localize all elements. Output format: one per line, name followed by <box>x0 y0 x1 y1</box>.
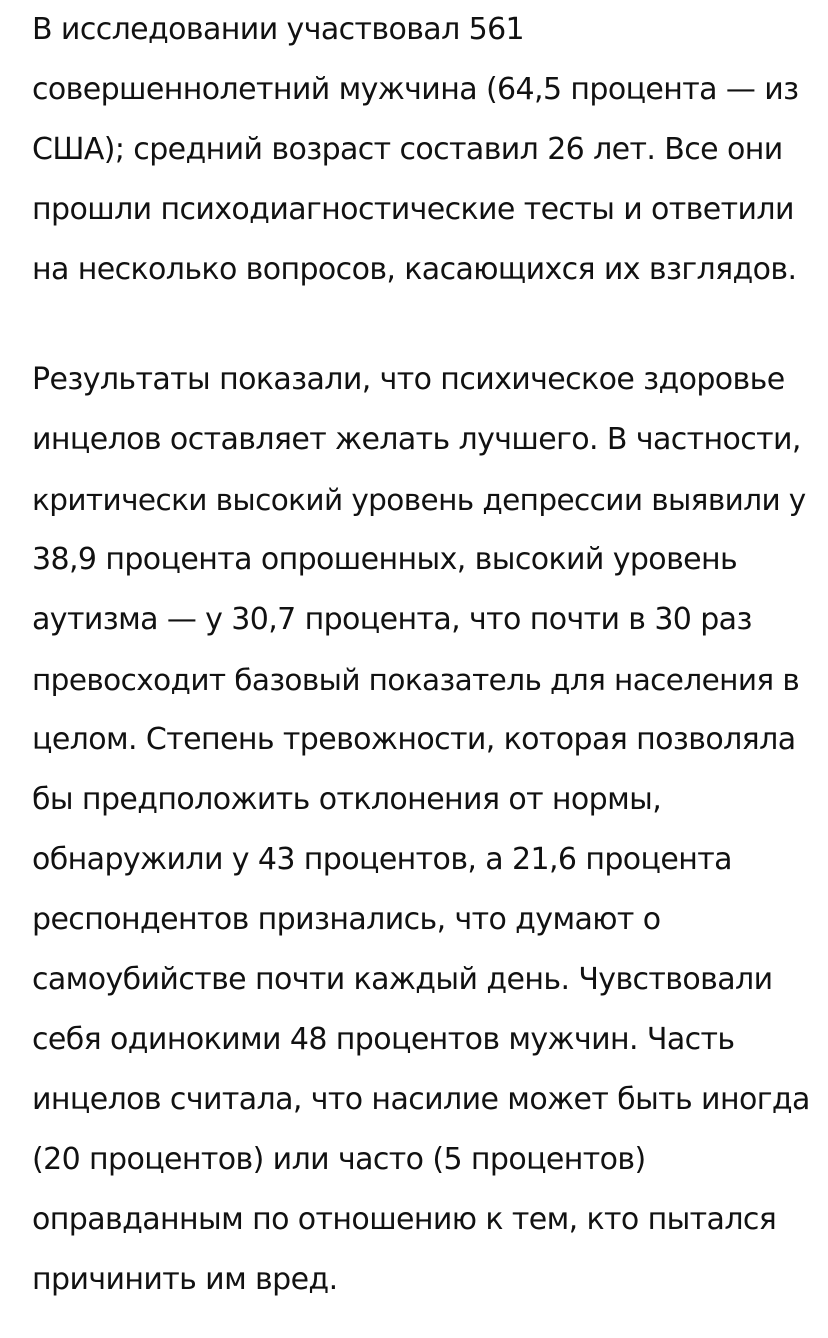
text-line: В исследовании участвовал 561 <box>32 12 525 47</box>
text-line: бы предположить отклонения от нормы, <box>32 782 662 817</box>
text-line: инцелов считала, что насилие может быть иногда <box>32 1082 810 1117</box>
text-line: обнаружили у 43 процентов, а 21,6 процента <box>32 842 732 877</box>
text-line: инцелов оставляет желать лучшего. В частности, <box>32 422 801 457</box>
text-line: совершеннолетний мужчина (64,5 процента — из <box>32 72 799 107</box>
text-line: аутизма — у 30,7 процента, что почти в 30 раз <box>32 602 752 637</box>
paragraph-1 <box>32 0 812 300</box>
article-body <box>32 0 812 1310</box>
text-line: 38,9 процента опрошенных, высокий уровень <box>32 542 738 577</box>
text-line: оправданным по отношению к тем, кто пытался <box>32 1202 777 1237</box>
text-line: Результаты показали, что психическое здоровье <box>32 362 785 397</box>
text-line: респондентов признались, что думают о <box>32 902 661 937</box>
text-line: (20 процентов) или часто (5 процентов) <box>32 1142 646 1177</box>
text-line: превосходит базовый показатель для населения в <box>32 663 800 697</box>
text-line: США); средний возраст составил 26 лет. Все они <box>32 132 783 167</box>
text-line: самоубийстве почти каждый день. Чувствовали <box>32 962 773 997</box>
text-line: причинить им вред. <box>32 1262 338 1297</box>
text-line: целом. Степень тревожности, которая позволяла <box>32 722 796 757</box>
paragraph-gap <box>32 300 812 350</box>
paragraph-2 <box>32 350 812 1310</box>
text-line: критически высокий уровень депрессии выявили у <box>32 483 806 517</box>
text-line: на несколько вопросов, касающихся их взглядов. <box>32 252 797 287</box>
text-line: себя одинокими 48 процентов мужчин. Часть <box>32 1022 735 1057</box>
text-line: прошли психодиагностические тесты и ответили <box>32 192 794 227</box>
